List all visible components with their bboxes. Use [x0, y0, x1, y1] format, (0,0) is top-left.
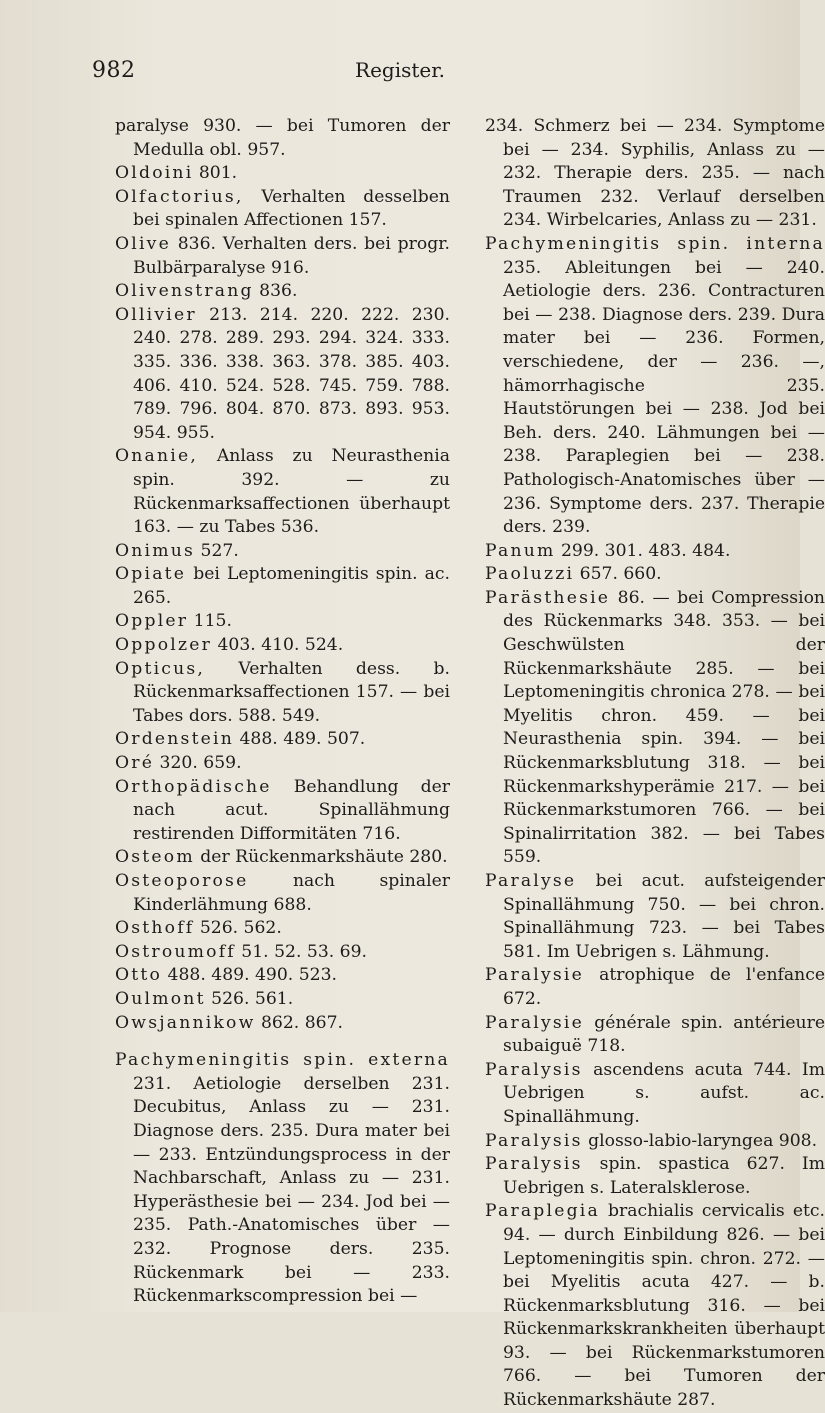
index-column-right: [485, 115, 825, 1413]
index-entry: [115, 988, 450, 1012]
index-term: Otto: [115, 965, 163, 986]
index-references: spin. spastica 627. Im Uebrigen s. Lateralsklerose.: [503, 1154, 825, 1198]
index-entry: [115, 634, 450, 658]
index-entry: [115, 964, 450, 988]
page-number: 982: [92, 58, 136, 83]
index-term: Pachymeningitis spin. externa: [115, 1050, 450, 1071]
index-references: glosso-labio-laryngea 908.: [582, 1130, 818, 1151]
index-references: 836.: [253, 281, 298, 302]
index-references: générale spin. antérieure subaiguë 718.: [503, 1012, 825, 1057]
index-entry: [115, 728, 450, 752]
index-term: Opiate: [115, 564, 187, 585]
index-entry: [485, 1059, 825, 1130]
index-term: Oppler: [115, 611, 189, 632]
index-references: 488. 489. 507.: [234, 729, 366, 750]
index-entry: [115, 280, 450, 304]
index-entry: [485, 964, 825, 1011]
index-term: Onanie,: [115, 446, 199, 467]
index-references: 234. Schmerz bei — 234. Symptome bei — 234. Syphilis, Anlass zu — 232. Therapie ders. 235. — nach Traumen 232. Verlauf derselben 234. Wirbelcaries, Anlass zu — 231.: [485, 116, 825, 231]
index-entry: [115, 563, 450, 610]
index-entry: [115, 233, 450, 280]
index-entry: [485, 1130, 825, 1154]
index-entry: [115, 186, 450, 233]
index-term: Oulmont: [115, 988, 206, 1009]
index-term: Owsjannikow: [115, 1012, 256, 1033]
index-entry: [485, 233, 825, 540]
index-references: 231. Aetiologie derselben 231. Decubitus, Anlass zu — 231. Diagnose ders. 235. Dura mater bei — 233. Entzündungsprocess in der Nachbarschaft, Anlass zu — 231. Hyperästhesie bei — 234. Jod bei — 235. Path.-Anatomisches über — 232. Prognose ders. 235. Rückenmark bei — 233. Rückenmarkscompression bei —: [133, 1073, 450, 1307]
index-term: Oppolzer: [115, 635, 212, 656]
index-entry: [485, 563, 825, 587]
index-references: Verhalten desselben bei spinalen Affectionen 157.: [133, 186, 450, 231]
index-references: 320. 659.: [154, 753, 242, 774]
index-term: Olive: [115, 233, 171, 254]
index-references: 213. 214. 220. 222. 230. 240. 278. 289. 293. 294. 324. 333. 335. 336. 338. 363. 378. 385. 403. 406. 410. 524. 528. 745. 759. 788. 789. 796. 804. 870. 873. 893. 953. 954. 955.: [133, 304, 450, 443]
index-references: Behandlung der nach acut. Spinallähmung restirenden Difformitäten 716.: [133, 776, 450, 844]
index-references: ascendens acuta 744. Im Uebrigen s. aufst. ac. Spinallähmung.: [503, 1059, 825, 1127]
index-references: 657. 660.: [574, 564, 662, 585]
index-references: bei acut. aufsteigender Spinallähmung 750. — bei chron. Spinallähmung 723. — bei Tabes 581. Im Uebrigen s. Lähmung.: [503, 871, 825, 962]
index-entry: [115, 1049, 450, 1309]
index-term: Ostroumoff: [115, 941, 236, 962]
index-references: 862. 867.: [255, 1012, 343, 1033]
index-references: brachialis cervicalis etc. 94. — durch Einbildung 826. — bei Leptomeningitis spin. chron. 272. — bei Myelitis acuta 427. — b. Rückenmarksblutung 316. — bei Rückenmarkskrankheiten überhaupt 93. — bei Rückenmarkstumoren 766. — bei Tumoren der Rückenmarkshäute 287.: [503, 1201, 825, 1411]
index-entry: [115, 941, 450, 965]
index-entry: [115, 870, 450, 917]
index-references: 51. 52. 53. 69.: [235, 941, 368, 962]
index-references: der Rückenmarkshäute 280.: [194, 847, 448, 868]
index-entry: [115, 610, 450, 634]
index-column-left: [115, 115, 450, 1309]
index-references: 527.: [195, 540, 239, 561]
index-references: 526. 561.: [205, 988, 294, 1009]
index-term: Paralysis: [485, 1059, 583, 1080]
index-term: Ordenstein: [115, 729, 235, 750]
index-term: Opticus,: [115, 658, 206, 679]
index-entry: [115, 304, 450, 446]
index-term: Panum: [485, 540, 556, 561]
index-term: Paralysis: [485, 1154, 583, 1175]
index-entry: [485, 1012, 825, 1059]
index-term: Oré: [115, 753, 155, 774]
page-header: [0, 58, 800, 88]
index-entry: [485, 870, 825, 964]
index-references: 526. 562.: [194, 918, 282, 939]
index-references: 403. 410. 524.: [211, 635, 344, 656]
index-entry: [115, 917, 450, 941]
index-term: Pachymeningitis spin. interna: [485, 233, 825, 254]
index-term: Paralysie: [485, 1012, 584, 1033]
index-entry: [115, 846, 450, 870]
index-term: Osthoff: [115, 918, 195, 939]
index-entry: [115, 540, 450, 564]
index-entry: [485, 540, 825, 564]
index-term: Oldoini: [115, 163, 194, 184]
index-references: Verhalten dess. b. Rückenmarksaffectionen 157. — bei Tabes dors. 588. 549.: [133, 658, 450, 726]
index-term: Osteoporose: [115, 871, 249, 891]
index-references: nach spinaler Kinderlähmung 688.: [133, 871, 450, 915]
index-entry: [115, 752, 450, 776]
index-references: paralyse 930. — bei Tumoren der Medulla obl. 957.: [115, 116, 450, 160]
index-term: Ollivier: [115, 304, 197, 325]
index-entry: [115, 162, 450, 186]
index-term: Onimus: [115, 540, 196, 561]
index-entry: [115, 658, 450, 729]
index-term: Paralyse: [485, 871, 577, 891]
running-head: Register.: [355, 58, 445, 82]
index-references: 86. — bei Compression des Rückenmarks 348. 353. — bei Geschwülsten der Rückenmarkshäute 285. — bei Leptomeningitis chronica 278. — bei Myelitis chron. 459. — bei Neurasthenia spin. 394. — bei Rückenmarksblutung 318. — bei Rückenmarkshyperämie 217. — bei Rückenmarkstumoren 766. — bei Spinalirritation 382. — bei Tabes 559.: [503, 587, 825, 868]
index-references: Anlass zu Neurasthenia spin. 392. — zu Rückenmarksaffectionen überhaupt 163. — zu Tabes 536.: [133, 446, 450, 538]
index-term: Osteom: [115, 847, 195, 868]
index-entry: [115, 115, 450, 162]
index-references: 115.: [188, 611, 232, 632]
index-term: Parästhesie: [485, 587, 611, 608]
index-term: Paralysie: [485, 965, 584, 986]
index-references: bei Leptomeningitis spin. ac. 265.: [133, 564, 450, 608]
index-entry: [115, 1012, 450, 1036]
index-entry: [115, 445, 450, 539]
index-entry: [485, 1153, 825, 1200]
index-term: Paoluzzi: [485, 564, 575, 585]
index-references: 488. 489. 490. 523.: [162, 965, 337, 986]
index-entry: [115, 776, 450, 847]
index-term: Olivenstrang: [115, 281, 254, 302]
index-references: atrophique de l'enfance 672.: [503, 965, 825, 1009]
index-references: 299. 301. 483. 484.: [555, 540, 731, 561]
index-entry: [485, 1200, 825, 1412]
index-term: Olfactorius,: [115, 186, 244, 207]
index-entry: [485, 587, 825, 870]
index-references: 235. Ableitungen bei — 240. Aetiologie ders. 236. Contracturen bei — 238. Diagnose ders. 239. Dura mater bei — 236. Formen, verschiedene, der — 236. —, hämorrhagische 235. Hautstörungen bei — 238. Jod bei Beh. ders. 240. Lähmungen bei — 238. Paraplegien bei — 238. Pathologisch-Anatomisches über — 236. Symptome ders. 237. Therapie ders. 239.: [503, 257, 825, 538]
index-term: Paraplegia: [485, 1201, 600, 1222]
index-term: Paralysis: [485, 1130, 583, 1151]
index-references: 836. Verhalten ders. bei progr. Bulbärparalyse 916.: [133, 233, 450, 278]
index-entry: [485, 115, 825, 233]
index-references: 801.: [193, 163, 238, 184]
index-term: Orthopädische: [115, 776, 272, 797]
